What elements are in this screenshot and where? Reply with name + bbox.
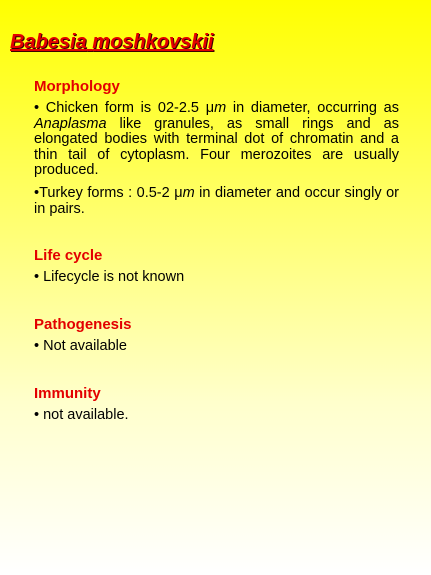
title-genus: Babesia	[10, 31, 87, 53]
life-cycle-text: • Lifecycle is not known	[34, 269, 185, 285]
morphology-chicken-text: • Chicken form is 02-2.5 μm in diameter, occurring as Anaplasma like granules, as small rings and as elongated bodies with terminal dot of chromatin and a thin tail of cytoplasm. Four merozoites are usually produced.	[34, 100, 399, 179]
title-species: moshkovskii	[92, 31, 214, 53]
immunity-text: • not available.	[34, 407, 129, 423]
immunity-heading: Immunity	[34, 385, 101, 402]
pathogenesis-heading: Pathogenesis	[34, 316, 132, 333]
morphology-turkey-text: •Turkey forms : 0.5-2 μm in diameter and occur singly or in pairs.	[34, 185, 399, 217]
pathogenesis-text: • Not available	[34, 338, 127, 354]
morphology-heading: Morphology	[34, 78, 120, 95]
life-cycle-heading: Life cycle	[34, 247, 103, 264]
page-title	[10, 31, 213, 54]
